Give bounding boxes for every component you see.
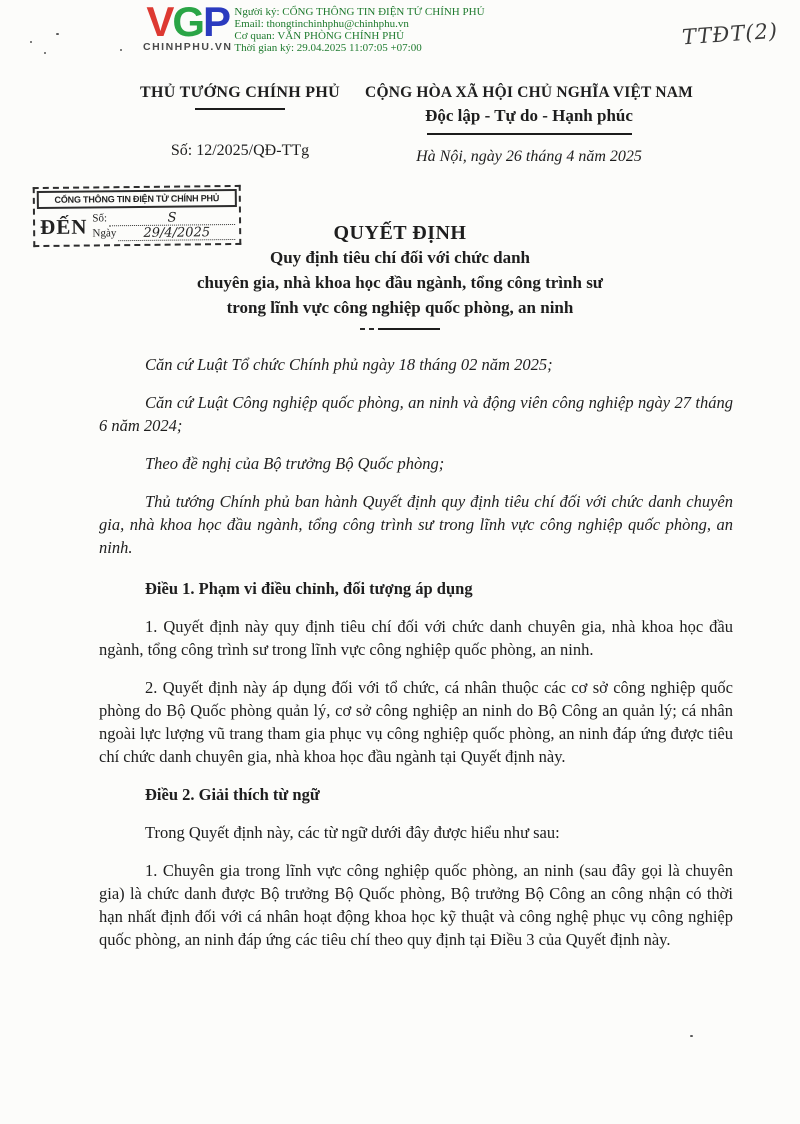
title-line-2: chuyên gia, nhà khoa học đầu ngành, tổng công trình sư xyxy=(196,273,604,292)
scan-speck xyxy=(56,33,59,35)
preamble-basis-1: Căn cứ Luật Tổ chức Chính phủ ngày 18 tháng 02 năm 2025; xyxy=(145,355,553,374)
document-body xyxy=(99,353,733,966)
signature-email: Email: thongtinchinhphu@chinhphu.vn xyxy=(234,18,409,30)
issuer-name: THỦ TƯỚNG CHÍNH PHỦ xyxy=(140,84,340,101)
stamp-date-handwritten: 29/4/2025 xyxy=(118,226,235,241)
title-line-1: Quy định tiêu chí đối với chức danh xyxy=(269,248,531,267)
country-name: CỘNG HÒA XÃ HỘI CHỦ NGHĨA VIỆT NAM xyxy=(365,84,693,101)
article-2-clause-1: 1. Chuyên gia trong lĩnh vực công nghiệp quốc phòng, an ninh (sau đây gọi là chuyên gia) là chức danh được Bộ trưởng Bộ Quốc phòng, Bộ trưởng Bộ Công an công nhận có thời hạn nhất định đối với cá nhân hoạt động khoa học kỹ thuật và công nghệ phục vụ công nghiệp quốc phòng, an ninh đáp ứng các tiêu chí theo quy định tại Điều 3 của Quyết định này. xyxy=(99,861,733,949)
title-separator xyxy=(0,328,800,330)
national-motto-block xyxy=(340,84,718,166)
document-title-block xyxy=(0,222,800,330)
article-1-heading: Điều 1. Phạm vi điều chỉnh, đối tượng áp dụng xyxy=(145,579,473,598)
vgp-logo xyxy=(143,0,233,53)
signature-details xyxy=(234,4,484,54)
signature-agency: Cơ quan: VĂN PHÒNG CHÍNH PHỦ xyxy=(234,30,405,42)
document-number: Số: 12/2025/QĐ-TTg xyxy=(170,142,310,159)
vgp-domain-label: CHINHPHU.VN xyxy=(143,41,233,53)
signature-signer: Người ký: CỔNG THÔNG TIN ĐIỆN TỬ CHÍNH PHỦ xyxy=(234,6,485,18)
article-1-clause-2: 2. Quyết định này áp dụng đối với tổ chức, cá nhân thuộc các cơ sở công nghiệp quốc phòng do Bộ Quốc phòng quản lý, cơ sở công nghiệp an ninh do Bộ Công an quản lý; cá nhân ngoài lực lượng vũ trang tham gia phục vụ công nghiệp quốc phòng, an ninh đáp ứng được tiêu chí chức danh chuyên gia, nhà khoa học đầu ngành tại Quyết định này. xyxy=(99,678,733,766)
digital-signature-block xyxy=(143,0,485,54)
title-line-3: trong lĩnh vực công nghiệp quốc phòng, an ninh xyxy=(226,298,574,317)
national-motto: Độc lập - Tự do - Hạnh phúc xyxy=(425,106,633,125)
scan-speck xyxy=(44,52,46,54)
stamp-den-label: ĐẾN xyxy=(39,214,88,239)
stamp-date-label: Ngày xyxy=(92,227,117,240)
vgp-letter-v: V xyxy=(146,0,173,45)
scan-speck xyxy=(120,49,122,51)
stamp-number-label: Số: xyxy=(92,212,108,225)
vgp-letter-g: G xyxy=(172,0,204,45)
issuer-underline xyxy=(195,108,285,110)
signature-time: Thời gian ký: 29.04.2025 11:07:05 +07:00 xyxy=(234,42,422,54)
article-2-heading: Điều 2. Giải thích từ ngữ xyxy=(145,785,320,804)
place-and-date: Hà Nội, ngày 26 tháng 4 năm 2025 xyxy=(416,148,642,165)
stamp-number-handwritten: S xyxy=(109,211,235,226)
preamble-enactment: Thủ tướng Chính phủ ban hành Quyết định quy định tiêu chí đối với chức danh chuyên gia, nhà khoa học đầu ngành, tổng công trình sư trong lĩnh vực công nghiệp quốc phòng, an ninh. xyxy=(99,492,733,557)
preamble-proposal: Theo đề nghị của Bộ trưởng Bộ Quốc phòng; xyxy=(145,454,445,473)
vgp-letter-p: P xyxy=(203,0,230,45)
handwritten-note: TTĐT(2) xyxy=(681,18,779,50)
document-type: QUYẾT ĐỊNH xyxy=(333,222,467,244)
scan-speck xyxy=(690,1035,693,1037)
preamble-basis-2: Căn cứ Luật Công nghiệp quốc phòng, an ninh và động viên công nghiệp ngày 27 tháng 6 năm 2024; xyxy=(99,393,733,435)
article-1-clause-1: 1. Quyết định này quy định tiêu chí đối với chức danh chuyên gia, nhà khoa học đầu ngành, tổng công trình sư trong lĩnh vực công nghiệp quốc phòng, an ninh. xyxy=(99,617,733,659)
stamp-org-name: CỔNG THÔNG TIN ĐIỆN TỬ CHÍNH PHỦ xyxy=(37,189,237,209)
article-2-intro: Trong Quyết định này, các từ ngữ dưới đây được hiểu như sau: xyxy=(145,823,560,842)
scan-speck xyxy=(30,41,32,43)
motto-underline xyxy=(427,133,632,135)
